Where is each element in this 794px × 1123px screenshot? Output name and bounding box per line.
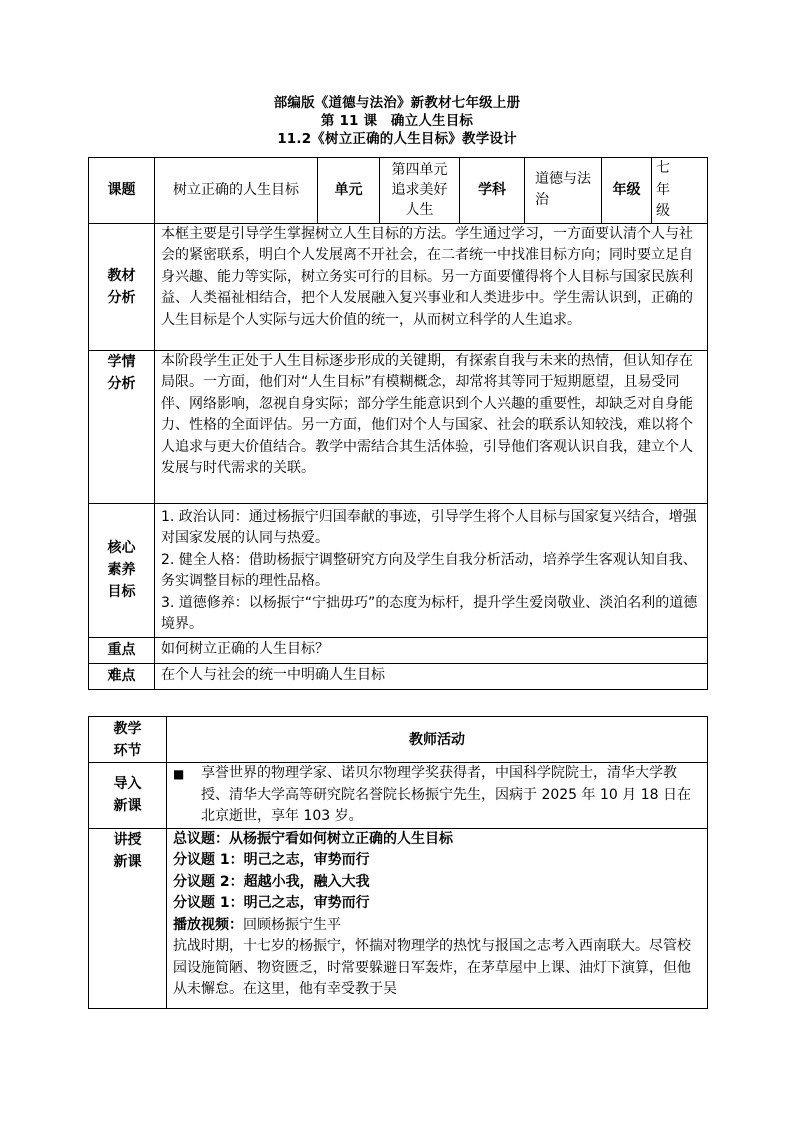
difficulty-text: 在个人与社会的统一中明确人生目标 (155, 663, 708, 689)
intro-text: 享誉世界的物理学家、诺贝尔物理学奖获得者，中国科学院院士，清华大学教授、清华大学高等研究院名誉院长杨振宁先生，因病于 2025 年 10 月 18 日在北京逝世，享年 103 岁。 (201, 765, 691, 824)
intro-content (167, 763, 708, 829)
teacher-activity-label: 教师活动 (167, 717, 708, 763)
story-text: 抗战时期，十七岁的杨振宁，怀揣对物理学的热忱与报国之志考入西南联大。尽管校园设施简陋、物资匮乏，时常要躲避日军轰炸，在茅草屋中上课、油灯下演算，但他从未懈怠。在这里，他有幸受教于吴 (173, 938, 691, 997)
key-text: 如何树立正确的人生目标？ (155, 637, 708, 663)
main-topic: 总议题：从杨振宁看如何树立正确的人生目标 (173, 830, 453, 847)
key-label: 重点 (89, 637, 155, 663)
goal-item: 3. 道德修养：以杨振宁“宁拙毋巧”的态度为标杆，提升学生爱岗敬业、淡泊名利的道德境界。 (161, 594, 698, 632)
video-line (173, 915, 701, 937)
topic-value: 树立正确的人生目标 (155, 158, 318, 224)
document-header (0, 94, 794, 148)
lesson-overview-table (88, 157, 708, 690)
core-row (89, 503, 708, 637)
video-text: 回顾杨振宁生平 (243, 916, 341, 933)
goal-item: 1. 政治认同：通过杨振宁归国奉献的事迹，引导学生将个人目标与国家复兴结合，增强对国家发展的认同与热爱。 (161, 508, 697, 546)
intro-label: 导入新课 (89, 763, 167, 829)
students-label: 学情分析 (89, 350, 155, 503)
students-text: 本阶段学生正处于人生目标逐步形成的关键期，有探索自我与未来的热情，但认知存在局限。一方面，他们对“人生目标”有模糊概念，却常将其等同于短期愿望，且易受同伴、网络影响，忽视自身实际；部分学生能意识到个人兴趣的重要性，却缺乏对自身能力、性格的全面评估。另一方面，他们对个人与国家、社会的联系认知较浅，难以将个人追求与更大价值结合。教学中需结合其生活体验，引导他们客观认识自我，建立个人发展与时代需求的关联。 (155, 350, 708, 503)
subject-value: 道德与法治 (525, 158, 602, 224)
teach-row (89, 828, 708, 1008)
teach-content (167, 828, 708, 1008)
process-label: 教学环节 (89, 717, 167, 763)
unit-value: 第四单元追求美好人生 (380, 158, 460, 224)
core-goals (155, 503, 708, 637)
core-label: 核心素养目标 (89, 503, 155, 637)
key-row (89, 637, 708, 663)
subject-label: 学科 (460, 158, 525, 224)
difficulty-label: 难点 (89, 663, 155, 689)
design-title: 11.2《树立正确的人生目标》教学设计 (277, 131, 517, 147)
unit-label: 单元 (318, 158, 380, 224)
sub-topic: 分议题 1：明己之志，审势而行 (173, 895, 370, 911)
lesson-title: 第 11 课 确立人生目标 (320, 113, 474, 129)
book-title: 部编版《道德与法治》新教材七年级上册 (273, 95, 521, 111)
grade-label: 年级 (602, 158, 652, 224)
sub-topic: 分议题 1：明己之志，审势而行 (173, 852, 370, 868)
difficulty-row (89, 663, 708, 689)
intro-row (89, 763, 708, 829)
video-label: 播放视频： (173, 916, 243, 933)
goal-item: 2. 健全人格：借助杨振宁调整研究方向及学生自我分析活动，培养学生客观认知自我、务实调整目标的理性品格。 (161, 551, 697, 589)
textbook-text: 本框主要是引导学生掌握树立人生目标的方法。学生通过学习，一方面要认清个人与社会的紧密联系，明白个人发展离不开社会，在二者统一中找准目标方向；同时要立足自身兴趣、能力等实际，树立务实可行的目标。另一方面要懂得将个人目标与国家民族利益、人类福祉相结合，把个人发展融入复兴事业和人类进步中。学生需认识到，正确的人生目标是个人实际与远大价值的统一，从而树立科学的人生追求。 (155, 223, 708, 350)
teaching-process-table (88, 716, 708, 1009)
square-bullet-icon: ■ (173, 767, 185, 781)
teach-label: 讲授新课 (89, 828, 167, 1008)
textbook-label: 教材分析 (89, 223, 155, 350)
textbook-row (89, 223, 708, 350)
sub-topic: 分议题 2：超越小我，融入大我 (173, 873, 370, 890)
grade-value: 七年级 (652, 158, 708, 224)
topic-label: 课题 (89, 158, 155, 224)
students-row (89, 350, 708, 503)
info-row (89, 158, 708, 224)
process-header-row (89, 717, 708, 763)
